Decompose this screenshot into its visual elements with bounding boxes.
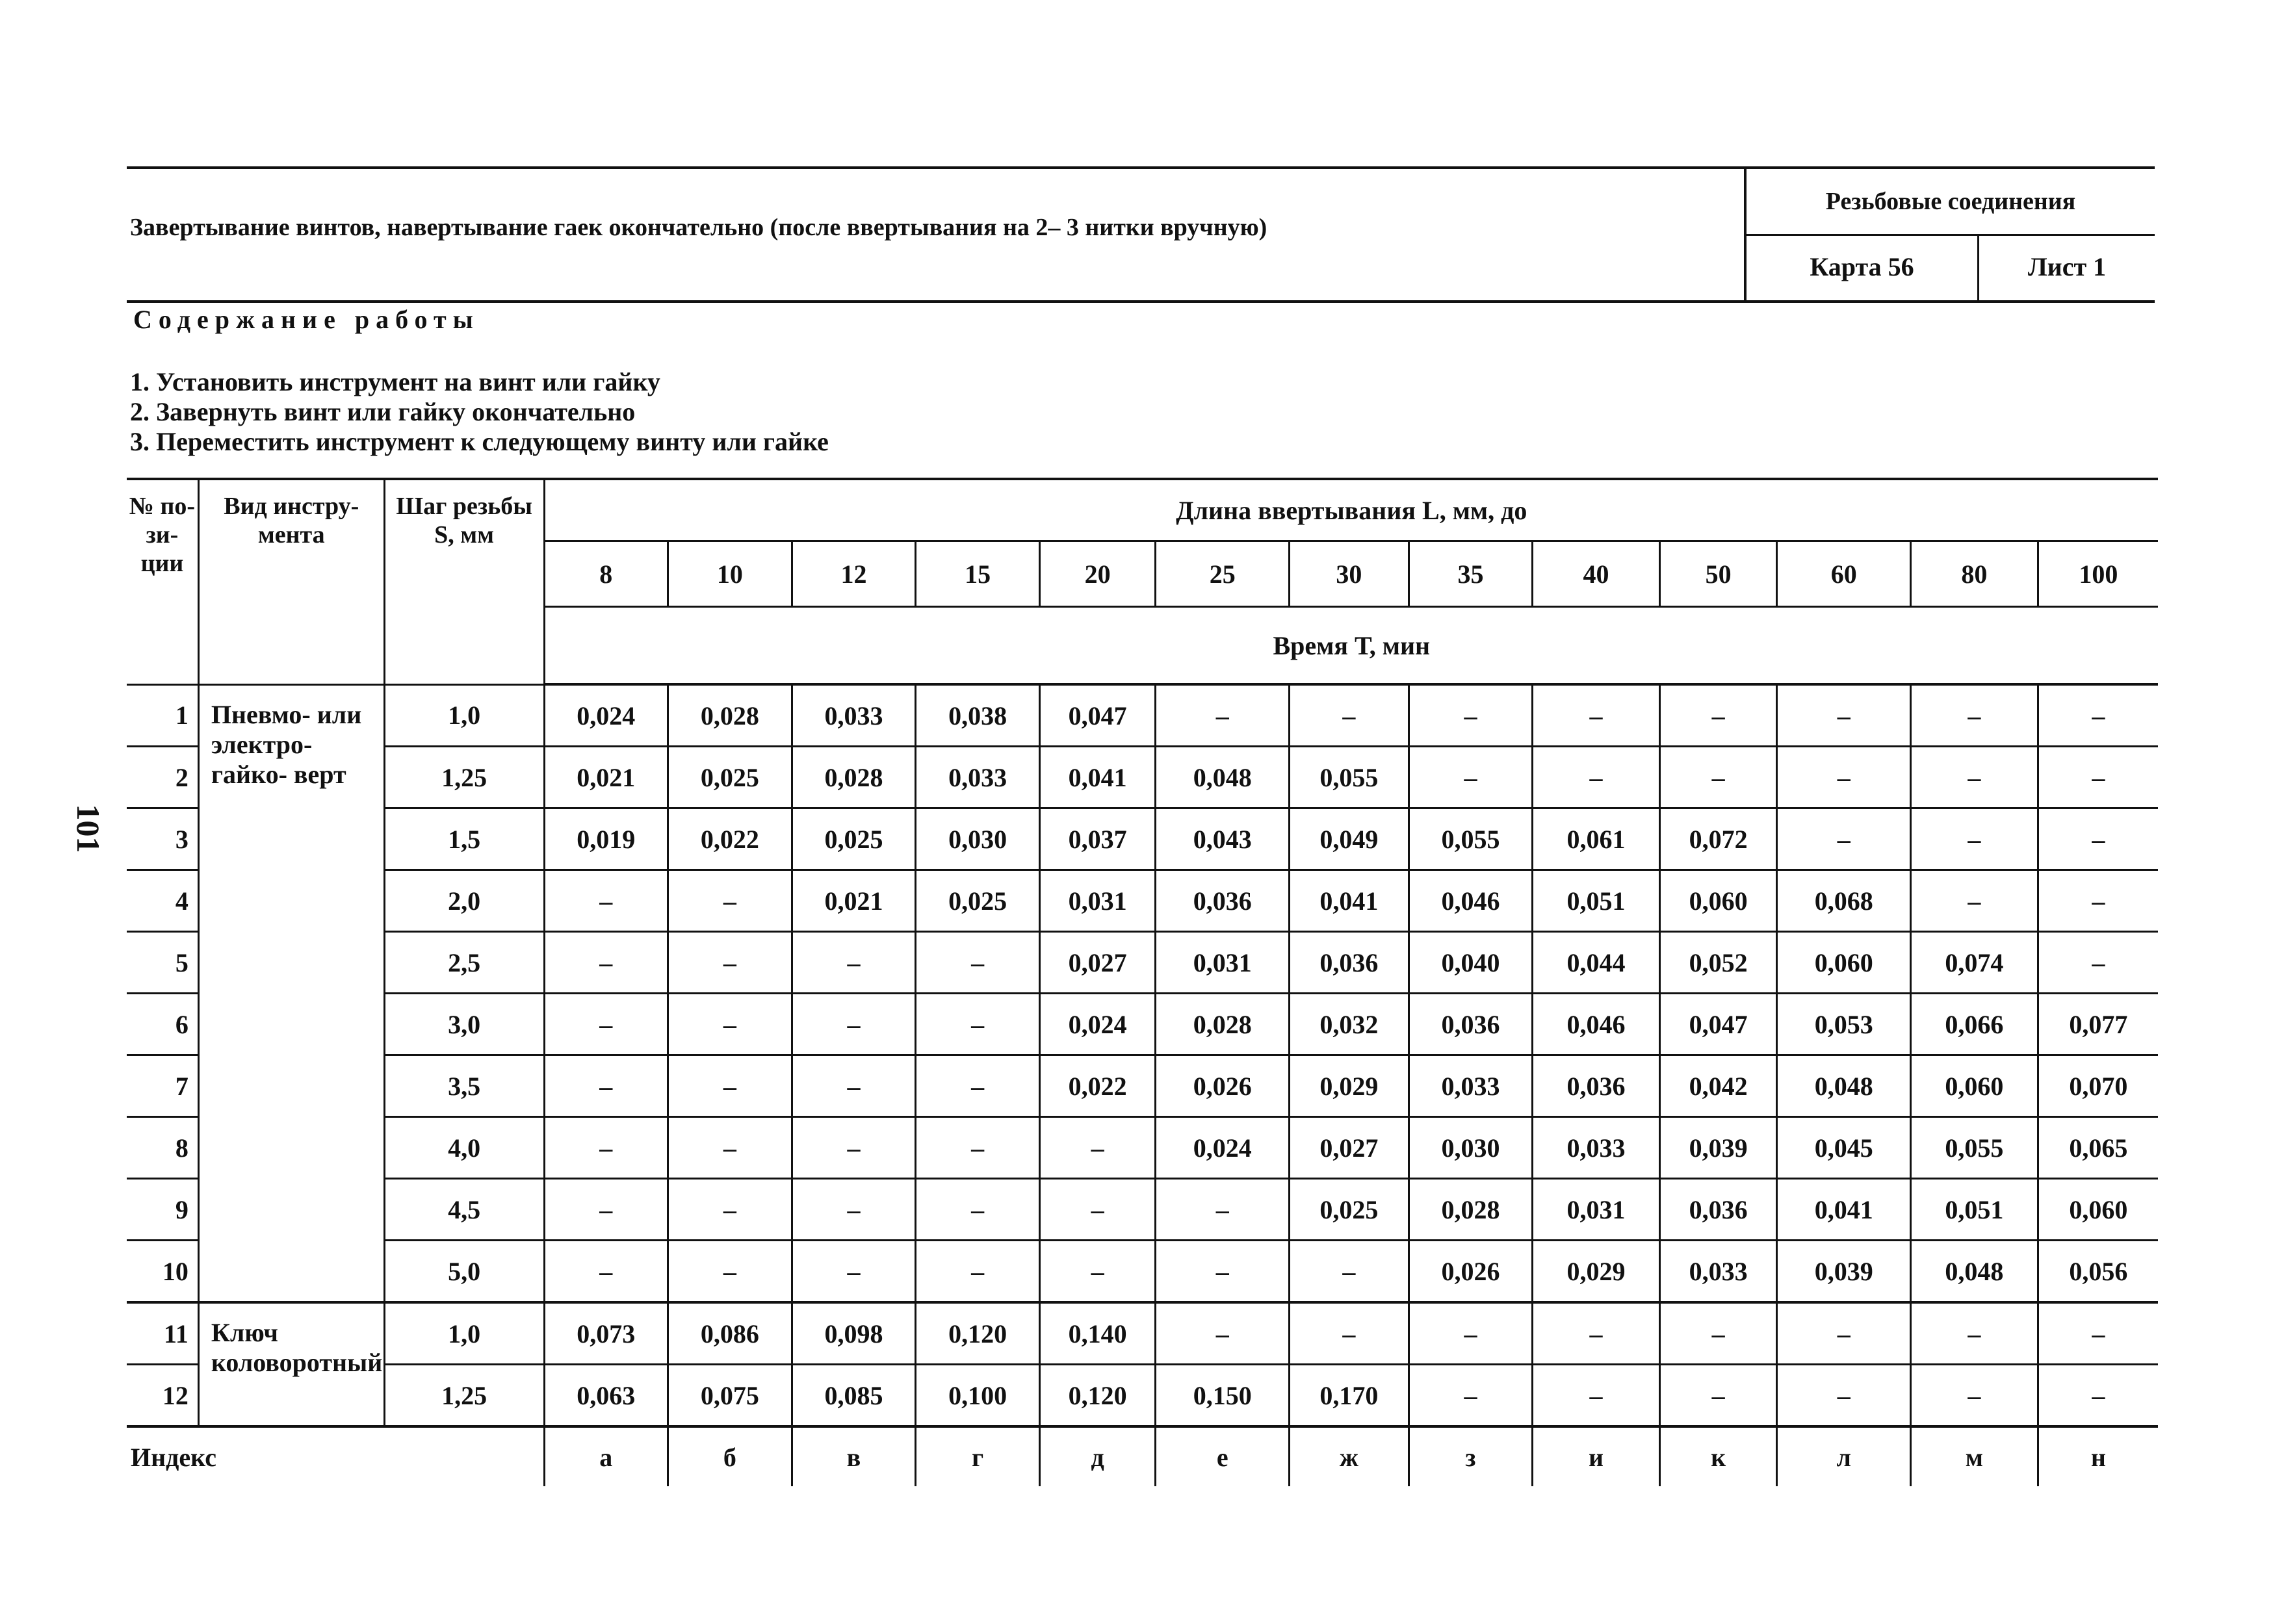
time-value-cell: 0,025 — [1290, 1179, 1409, 1241]
time-value-cell: – — [668, 1241, 792, 1303]
time-value-cell: – — [668, 1179, 792, 1241]
time-value-cell: – — [1777, 808, 1911, 870]
time-value-cell: 0,030 — [1409, 1117, 1533, 1179]
header-tool: Вид инстру- мента — [198, 479, 384, 684]
time-value-cell: 0,030 — [916, 808, 1040, 870]
time-value-cell: 0,086 — [668, 1302, 792, 1365]
time-value-cell: 0,075 — [668, 1365, 792, 1427]
index-cell: м — [1911, 1426, 2038, 1486]
time-value-cell: 0,085 — [792, 1365, 916, 1427]
time-value-cell: – — [2038, 1302, 2158, 1365]
length-header-cell: 10 — [668, 541, 792, 607]
time-value-cell: – — [1156, 1241, 1290, 1303]
time-value-cell: 0,047 — [1039, 684, 1156, 747]
time-value-cell: – — [792, 1117, 916, 1179]
time-value-cell: – — [1039, 1241, 1156, 1303]
time-value-cell: 0,036 — [1156, 870, 1290, 932]
time-value-cell: – — [1290, 1241, 1409, 1303]
table-row — [127, 1117, 2158, 1179]
work-step: 3. Переместить инструмент к следующему винту или гайке — [130, 427, 829, 456]
time-value-cell: 0,041 — [1039, 747, 1156, 808]
time-value-cell: – — [916, 1179, 1040, 1241]
time-value-cell: 0,024 — [1156, 1117, 1290, 1179]
time-value-cell: 0,027 — [1039, 932, 1156, 994]
time-value-cell: 0,060 — [1777, 932, 1911, 994]
index-cell: ж — [1290, 1426, 1409, 1486]
index-cell: к — [1659, 1426, 1777, 1486]
time-value-cell: 0,046 — [1533, 994, 1660, 1055]
time-value-cell: 0,024 — [544, 684, 668, 747]
index-row — [127, 1426, 2158, 1486]
time-value-cell: 0,066 — [1911, 994, 2038, 1055]
time-value-cell: 0,028 — [1409, 1179, 1533, 1241]
length-header-cell: 15 — [916, 541, 1040, 607]
time-value-cell: 0,026 — [1409, 1241, 1533, 1303]
position-cell: 6 — [127, 994, 198, 1055]
time-value-cell: 0,028 — [1156, 994, 1290, 1055]
time-value-cell: 0,033 — [1409, 1055, 1533, 1117]
time-value-cell: 0,033 — [1659, 1241, 1777, 1303]
time-value-cell: 0,031 — [1039, 870, 1156, 932]
time-value-cell: 0,100 — [916, 1365, 1040, 1427]
work-step: 2. Завернуть винт или гайку окончательно — [130, 397, 636, 426]
time-value-cell: 0,048 — [1156, 747, 1290, 808]
time-value-cell: – — [2038, 747, 2158, 808]
time-value-cell: 0,055 — [1911, 1117, 2038, 1179]
table-row — [127, 994, 2158, 1055]
time-value-cell: – — [792, 994, 916, 1055]
time-value-cell: – — [1156, 1302, 1290, 1365]
time-value-cell: – — [1777, 1365, 1911, 1427]
time-value-cell: 0,073 — [544, 1302, 668, 1365]
time-value-cell: – — [1290, 1302, 1409, 1365]
time-value-cell: – — [1156, 684, 1290, 747]
pitch-cell: 1,25 — [384, 747, 544, 808]
time-value-cell: 0,025 — [916, 870, 1040, 932]
time-value-cell: 0,036 — [1409, 994, 1533, 1055]
table-row — [127, 1241, 2158, 1303]
time-value-cell: 0,021 — [544, 747, 668, 808]
position-cell: 9 — [127, 1179, 198, 1241]
time-value-cell: – — [1409, 684, 1533, 747]
time-value-cell: – — [2038, 684, 2158, 747]
header-sheet-number: Лист 1 — [2027, 252, 2107, 281]
table-row — [127, 747, 2158, 808]
index-cell: л — [1777, 1426, 1911, 1486]
pitch-cell: 1,0 — [384, 684, 544, 747]
time-value-cell: – — [1911, 747, 2038, 808]
time-value-cell: – — [792, 1179, 916, 1241]
pitch-cell: 4,0 — [384, 1117, 544, 1179]
header-length: Длина ввертывания L, мм, до — [544, 479, 2158, 541]
time-value-cell: – — [1156, 1179, 1290, 1241]
header-time: Время Т, мин — [544, 607, 2158, 685]
time-value-cell: 0,033 — [916, 747, 1040, 808]
index-cell: г — [916, 1426, 1040, 1486]
header-pitch: Шаг резьбы S, мм — [384, 479, 544, 684]
time-value-cell: – — [1039, 1179, 1156, 1241]
page-number: 101 — [70, 804, 107, 853]
position-cell: 12 — [127, 1365, 198, 1427]
pitch-cell: 3,5 — [384, 1055, 544, 1117]
time-value-cell: – — [1911, 808, 2038, 870]
pitch-cell: 1,0 — [384, 1302, 544, 1365]
time-norms-table — [127, 478, 2158, 1486]
index-cell: а — [544, 1426, 668, 1486]
time-value-cell: 0,042 — [1659, 1055, 1777, 1117]
time-value-cell: – — [544, 932, 668, 994]
time-value-cell: 0,036 — [1533, 1055, 1660, 1117]
length-header-cell: 35 — [1409, 541, 1533, 607]
time-value-cell: 0,043 — [1156, 808, 1290, 870]
time-value-cell: 0,024 — [1039, 994, 1156, 1055]
position-cell: 1 — [127, 684, 198, 747]
time-value-cell: 0,060 — [1911, 1055, 2038, 1117]
pitch-cell: 3,0 — [384, 994, 544, 1055]
time-value-cell: – — [544, 1241, 668, 1303]
length-header-cell: 60 — [1777, 541, 1911, 607]
time-value-cell: 0,055 — [1290, 747, 1409, 808]
time-value-cell: 0,051 — [1533, 870, 1660, 932]
table-row — [127, 808, 2158, 870]
index-label: Индекс — [131, 1442, 216, 1472]
time-value-cell: 0,052 — [1659, 932, 1777, 994]
position-cell: 3 — [127, 808, 198, 870]
work-step: 1. Установить инструмент на винт или гайку — [130, 367, 660, 396]
time-value-cell: 0,048 — [1911, 1241, 2038, 1303]
pitch-cell: 2,0 — [384, 870, 544, 932]
time-value-cell: 0,140 — [1039, 1302, 1156, 1365]
time-value-cell: 0,019 — [544, 808, 668, 870]
time-value-cell: 0,022 — [668, 808, 792, 870]
index-cell: д — [1039, 1426, 1156, 1486]
header-right-block — [1744, 169, 2155, 300]
time-value-cell: 0,028 — [668, 684, 792, 747]
index-cell: б — [668, 1426, 792, 1486]
pitch-cell: 1,25 — [384, 1365, 544, 1427]
time-value-cell: – — [1533, 747, 1660, 808]
time-value-cell: – — [2038, 932, 2158, 994]
time-value-cell: – — [1911, 684, 2038, 747]
time-value-cell: 0,037 — [1039, 808, 1156, 870]
time-value-cell: – — [544, 994, 668, 1055]
time-value-cell: 0,031 — [1533, 1179, 1660, 1241]
time-value-cell: – — [544, 1055, 668, 1117]
time-value-cell: – — [668, 1117, 792, 1179]
length-header-cell: 50 — [1659, 541, 1777, 607]
position-cell: 8 — [127, 1117, 198, 1179]
time-value-cell: 0,048 — [1777, 1055, 1911, 1117]
time-value-cell: 0,098 — [792, 1302, 916, 1365]
time-value-cell: – — [1659, 1302, 1777, 1365]
time-value-cell: 0,027 — [1290, 1117, 1409, 1179]
length-header-cell: 30 — [1290, 541, 1409, 607]
time-value-cell: 0,039 — [1659, 1117, 1777, 1179]
time-value-cell: 0,033 — [1533, 1117, 1660, 1179]
time-value-cell: 0,044 — [1533, 932, 1660, 994]
time-value-cell: 0,065 — [2038, 1117, 2158, 1179]
index-cell: е — [1156, 1426, 1290, 1486]
length-header-cell: 40 — [1533, 541, 1660, 607]
time-value-cell: – — [1777, 747, 1911, 808]
time-value-cell: 0,150 — [1156, 1365, 1290, 1427]
length-header-cell: 25 — [1156, 541, 1290, 607]
work-steps-list — [130, 367, 829, 457]
time-value-cell: 0,077 — [2038, 994, 2158, 1055]
time-value-cell: 0,051 — [1911, 1179, 2038, 1241]
length-header-cell: 12 — [792, 541, 916, 607]
time-value-cell: – — [544, 1179, 668, 1241]
table-body — [127, 684, 2158, 1426]
time-value-cell: 0,120 — [1039, 1365, 1156, 1427]
table-row — [127, 1302, 2158, 1365]
content-title: Содержание работы — [133, 305, 480, 334]
time-value-cell: 0,021 — [792, 870, 916, 932]
time-value-cell: – — [1409, 747, 1533, 808]
time-value-cell: – — [1911, 1302, 2038, 1365]
time-value-cell: 0,120 — [916, 1302, 1040, 1365]
index-cell: в — [792, 1426, 916, 1486]
table-row — [127, 684, 2158, 747]
time-value-cell: 0,170 — [1290, 1365, 1409, 1427]
position-cell: 4 — [127, 870, 198, 932]
time-value-cell: – — [1659, 747, 1777, 808]
pitch-cell: 2,5 — [384, 932, 544, 994]
time-value-cell: – — [1659, 684, 1777, 747]
time-value-cell: – — [668, 1055, 792, 1117]
time-value-cell: – — [1290, 684, 1409, 747]
position-cell: 7 — [127, 1055, 198, 1117]
time-value-cell: – — [2038, 808, 2158, 870]
time-value-cell: – — [2038, 870, 2158, 932]
time-value-cell: – — [544, 870, 668, 932]
pitch-cell: 4,5 — [384, 1179, 544, 1241]
time-value-cell: 0,031 — [1156, 932, 1290, 994]
time-value-cell: 0,025 — [668, 747, 792, 808]
card-header — [127, 166, 2155, 303]
time-value-cell: 0,033 — [792, 684, 916, 747]
time-value-cell: – — [792, 1241, 916, 1303]
time-value-cell: 0,047 — [1659, 994, 1777, 1055]
time-value-cell: – — [1533, 684, 1660, 747]
time-value-cell: – — [1911, 1365, 2038, 1427]
time-value-cell: – — [792, 1055, 916, 1117]
time-value-cell: 0,060 — [2038, 1179, 2158, 1241]
table-row — [127, 1179, 2158, 1241]
pitch-cell: 1,5 — [384, 808, 544, 870]
header-card-number: Карта 56 — [1747, 234, 1979, 300]
time-value-cell: 0,053 — [1777, 994, 1911, 1055]
time-value-cell: – — [1533, 1365, 1660, 1427]
index-cell: з — [1409, 1426, 1533, 1486]
table-row — [127, 1055, 2158, 1117]
time-value-cell: – — [916, 932, 1040, 994]
time-value-cell: – — [1777, 1302, 1911, 1365]
time-value-cell: 0,039 — [1777, 1241, 1911, 1303]
table-row — [127, 870, 2158, 932]
position-cell: 10 — [127, 1241, 198, 1303]
time-value-cell: – — [544, 1117, 668, 1179]
time-value-cell: – — [916, 994, 1040, 1055]
time-value-cell: – — [1533, 1302, 1660, 1365]
time-value-cell: – — [1409, 1365, 1533, 1427]
time-value-cell: 0,032 — [1290, 994, 1409, 1055]
table-row — [127, 1365, 2158, 1427]
time-value-cell: 0,063 — [544, 1365, 668, 1427]
time-value-cell: 0,046 — [1409, 870, 1533, 932]
time-value-cell: – — [668, 932, 792, 994]
time-value-cell: – — [1659, 1365, 1777, 1427]
time-value-cell: 0,040 — [1409, 932, 1533, 994]
time-value-cell: 0,045 — [1777, 1117, 1911, 1179]
time-value-cell: – — [1039, 1117, 1156, 1179]
index-spacer — [384, 1426, 544, 1486]
time-value-cell: 0,072 — [1659, 808, 1777, 870]
time-value-cell: 0,060 — [1659, 870, 1777, 932]
length-header-cell: 20 — [1039, 541, 1156, 607]
time-value-cell: 0,041 — [1777, 1179, 1911, 1241]
position-cell: 2 — [127, 747, 198, 808]
pitch-cell: 5,0 — [384, 1241, 544, 1303]
length-header-cell: 100 — [2038, 541, 2158, 607]
time-value-cell: 0,056 — [2038, 1241, 2158, 1303]
table-row — [127, 932, 2158, 994]
header-category: Резьбовые соединения — [1747, 169, 2155, 236]
time-value-cell: 0,070 — [2038, 1055, 2158, 1117]
time-value-cell: 0,028 — [792, 747, 916, 808]
time-value-cell: – — [916, 1117, 1040, 1179]
time-value-cell: – — [792, 932, 916, 994]
time-value-cell: 0,041 — [1290, 870, 1409, 932]
time-value-cell: – — [668, 870, 792, 932]
length-header-cell: 8 — [544, 541, 668, 607]
time-value-cell: 0,029 — [1533, 1241, 1660, 1303]
time-value-cell: 0,061 — [1533, 808, 1660, 870]
time-value-cell: – — [1911, 870, 2038, 932]
tool-cell: Ключ коловоротный — [198, 1302, 384, 1426]
time-value-cell: 0,068 — [1777, 870, 1911, 932]
position-cell: 11 — [127, 1302, 198, 1365]
time-value-cell: 0,036 — [1659, 1179, 1777, 1241]
time-value-cell: – — [916, 1055, 1040, 1117]
time-value-cell: – — [668, 994, 792, 1055]
time-value-cell: 0,074 — [1911, 932, 2038, 994]
time-value-cell: 0,022 — [1039, 1055, 1156, 1117]
time-value-cell: – — [2038, 1365, 2158, 1427]
header-position: № по- зи- ции — [127, 479, 198, 684]
time-value-cell: 0,025 — [792, 808, 916, 870]
tool-cell: Пневмо- или электро- гайко- верт — [198, 684, 384, 1302]
length-header-cell: 80 — [1911, 541, 2038, 607]
time-value-cell: 0,049 — [1290, 808, 1409, 870]
position-cell: 5 — [127, 932, 198, 994]
time-value-cell: – — [1777, 684, 1911, 747]
header-title: Завертывание винтов, навертывание гаек окончательно (после ввертывания на 2– 3 нитки вручную) — [130, 214, 1267, 241]
time-value-cell: 0,029 — [1290, 1055, 1409, 1117]
time-value-cell: 0,038 — [916, 684, 1040, 747]
index-cell: и — [1533, 1426, 1660, 1486]
time-value-cell: 0,026 — [1156, 1055, 1290, 1117]
time-value-cell: 0,055 — [1409, 808, 1533, 870]
time-value-cell: – — [1409, 1302, 1533, 1365]
time-value-cell: – — [916, 1241, 1040, 1303]
time-value-cell: 0,036 — [1290, 932, 1409, 994]
index-cell: н — [2038, 1426, 2158, 1486]
